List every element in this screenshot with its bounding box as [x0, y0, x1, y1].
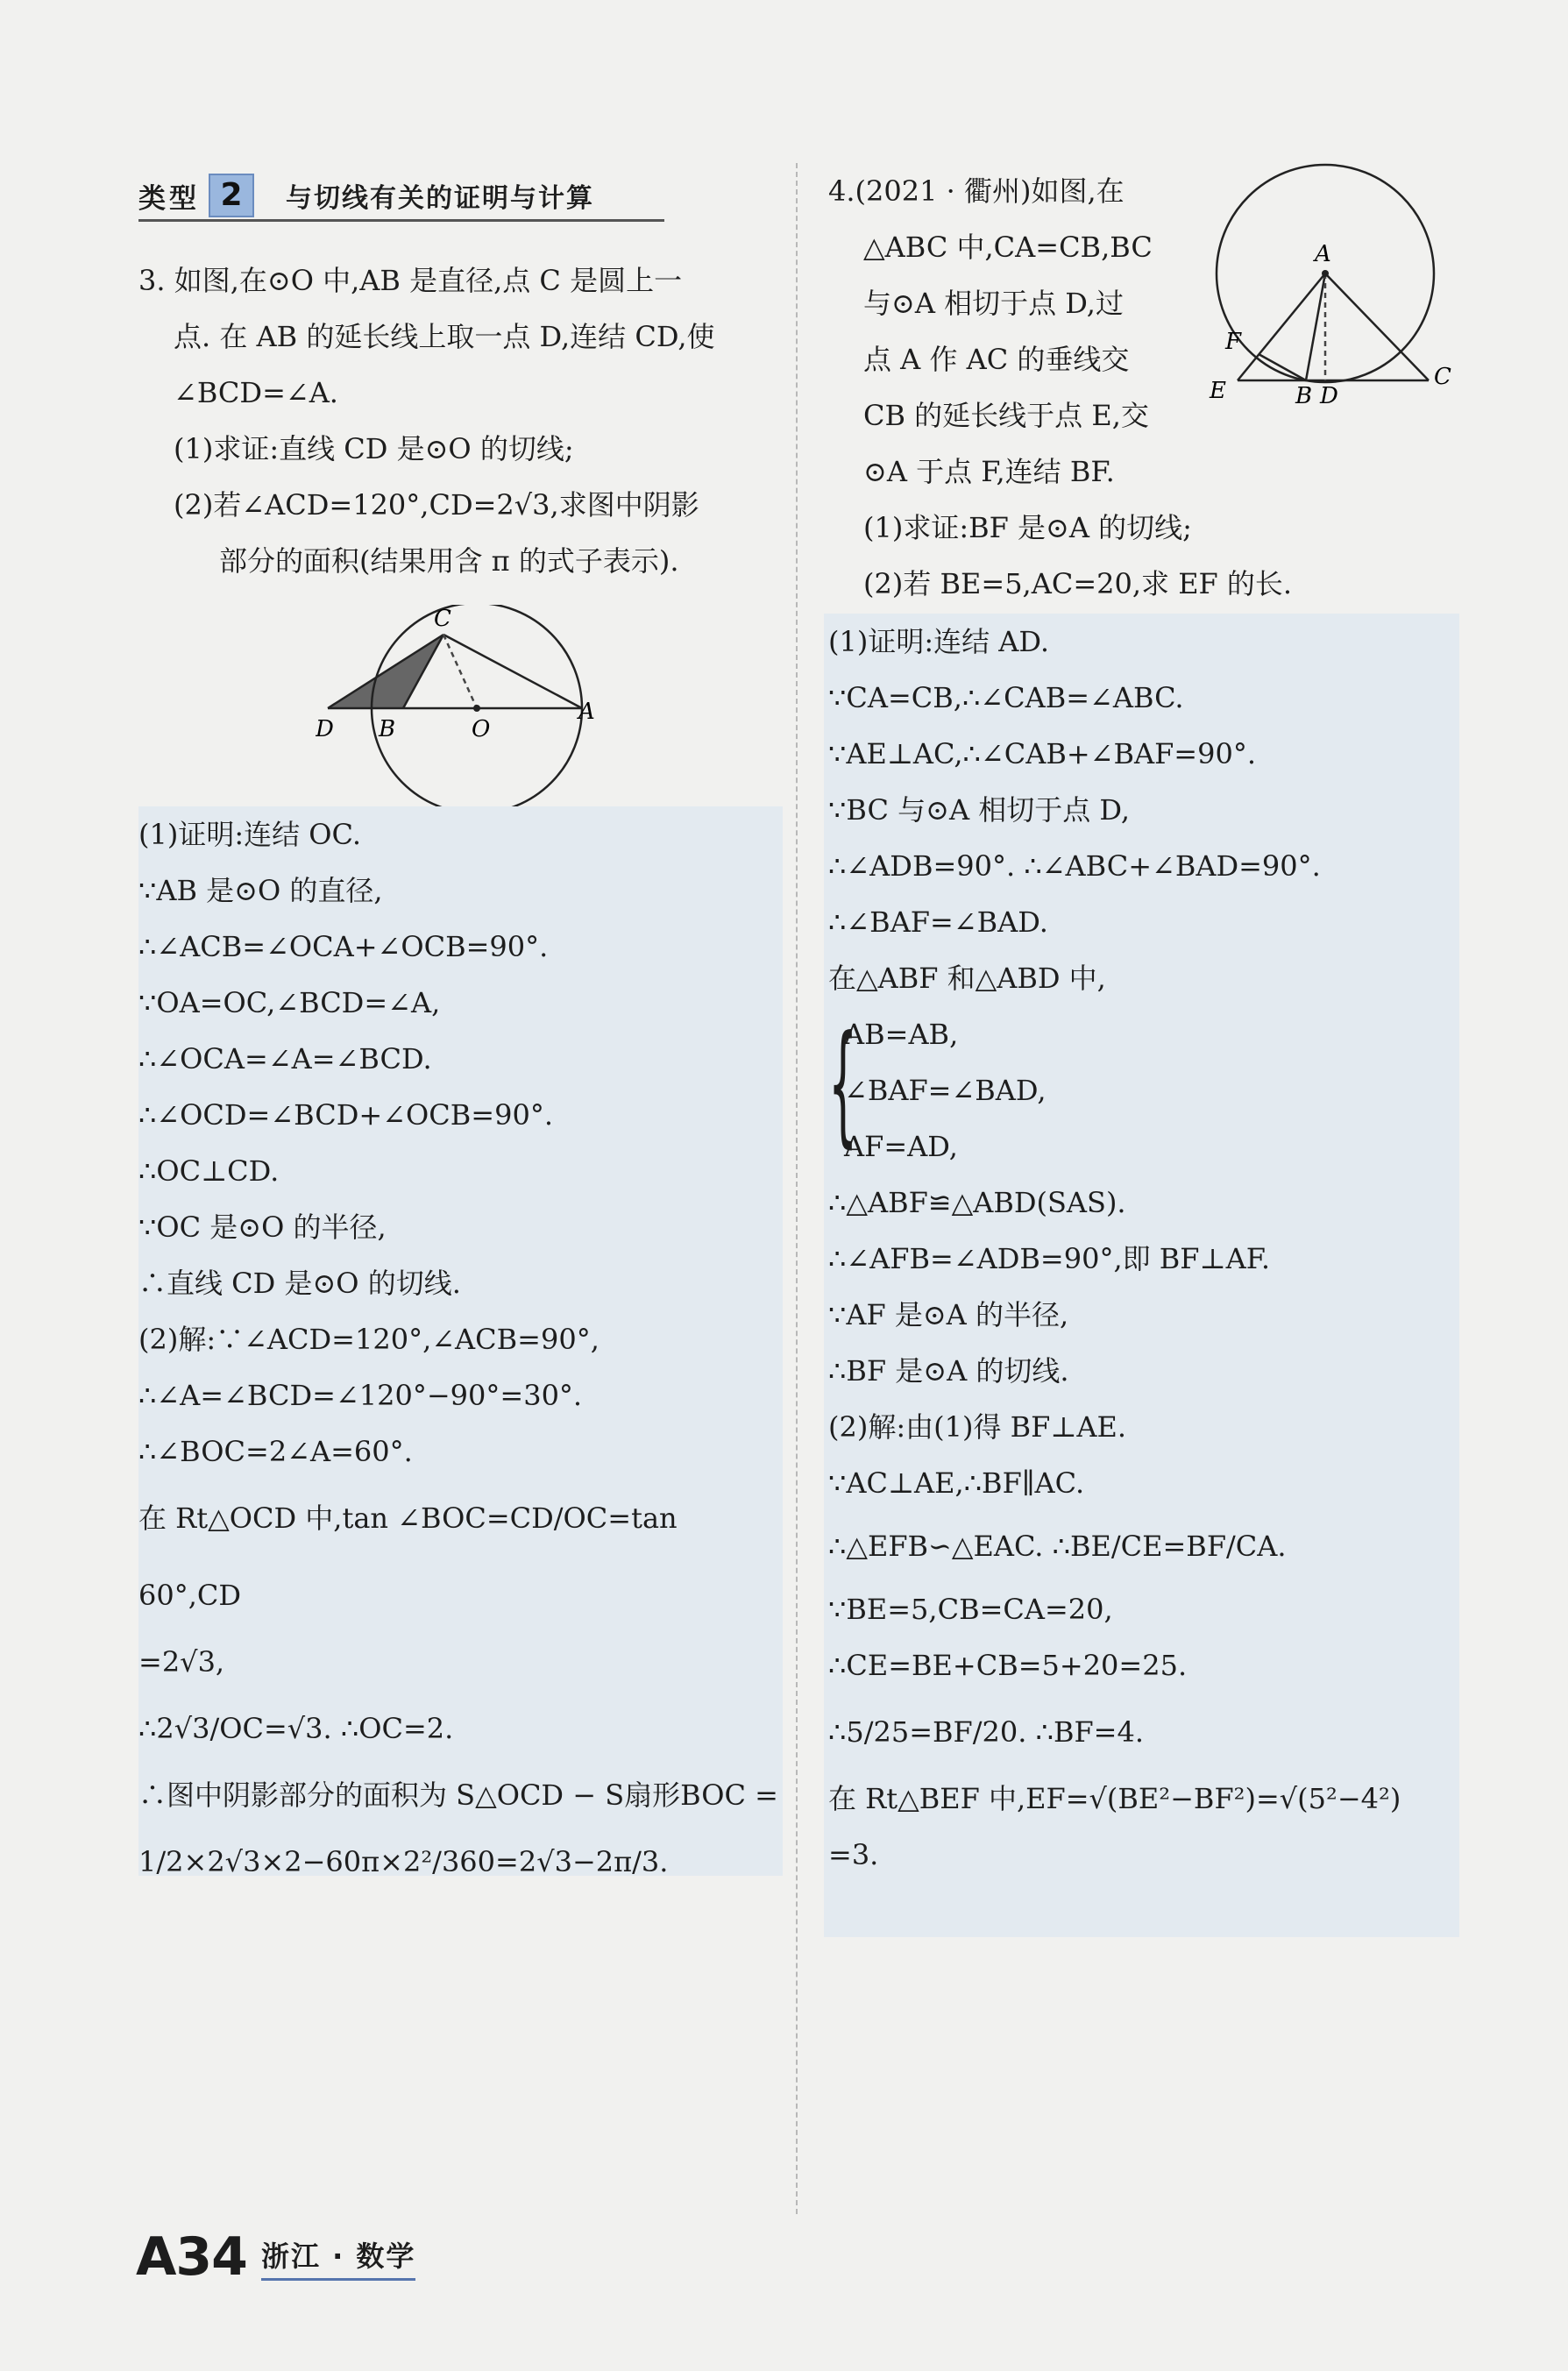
problem-3-line: (2)若∠ACD=120°,CD=2√3,求图中阴影 — [174, 488, 699, 522]
solution-3-line: ∴∠OCD=∠BCD+∠OCB=90°. — [138, 1098, 553, 1132]
point-a — [1322, 270, 1329, 277]
solution-3-line: ∵OA=OC,∠BCD=∠A, — [138, 986, 441, 1019]
section-header — [138, 172, 664, 222]
solution-3-line: ∴∠OCA=∠A=∠BCD. — [138, 1042, 432, 1075]
figure-problem-3 — [316, 605, 605, 806]
solution-4-line: (2)解:由(1)得 BF⊥AE. — [828, 1410, 1127, 1444]
solution-3-line: (2)解:∵∠ACD=120°,∠ACB=90°, — [138, 1323, 600, 1356]
label-o: O — [472, 716, 491, 742]
solution-3-line: ∴∠BOC=2∠A=60°. — [138, 1435, 413, 1468]
section-kind: 类型 — [138, 182, 200, 215]
solution-3-line: ∵OC 是⊙O 的半径, — [138, 1210, 387, 1244]
solution-3 — [138, 806, 783, 1900]
solution-4-line: ∵AC⊥AE,∴BF∥AC. — [828, 1466, 1085, 1500]
page-footer — [136, 2226, 415, 2288]
solution-3-line: ∴OC⊥CD. — [138, 1154, 280, 1188]
solution-4-line: AB=AB, — [844, 1018, 959, 1051]
problem-4-line: ⊙A 于点 F,连结 BF. — [863, 455, 1115, 488]
solution-4-line: ∴CE=BE+CB=5+20=25. — [828, 1649, 1188, 1682]
label-d: D — [316, 716, 334, 742]
solution-3-line: ∴直线 CD 是⊙O 的切线. — [138, 1267, 461, 1300]
brace-group — [828, 1006, 1459, 1175]
solution-3-line: 在 Rt△OCD 中,tan ∠BOC=CD/OC=tan 60°,CD — [138, 1501, 686, 1612]
solution-4-line: =3. — [828, 1838, 879, 1871]
problem-3-line: ∠BCD=∠A. — [174, 376, 338, 409]
solution-4-line: (1)证明:连结 AD. — [828, 625, 1050, 658]
problem-3-line: 部分的面积(结果用含 π 的式子表示). — [219, 544, 679, 578]
solution-4-line: ∴△ABF≌△ABD(SAS). — [828, 1186, 1126, 1219]
problem-4-line: 与⊙A 相切于点 D,过 — [863, 287, 1124, 320]
solution-4-line: ∠BAF=∠BAD, — [844, 1074, 1047, 1107]
problem-3-line: 点. 在 AB 的延长线上取一点 D,连结 CD,使 — [174, 320, 715, 353]
page-number: A34 — [136, 2226, 247, 2288]
solution-4-line: ∵CA=CB,∴∠CAB=∠ABC. — [828, 681, 1184, 714]
line-ae — [1238, 273, 1325, 380]
solution-3-line: 1/2×2√3×2−60π×2²/360=2√3−2π/3. — [138, 1845, 669, 1878]
solution-4-line: 在△ABF 和△ABD 中, — [828, 962, 1106, 995]
solution-4-line: ∴△EFB∽△EAC. ∴BE/CE=BF/CA. — [828, 1530, 1287, 1563]
line-ab — [1306, 273, 1325, 380]
problem-3 — [138, 252, 774, 589]
line-ac — [1325, 273, 1429, 380]
book-subtitle: 浙江 · 数学 — [261, 2234, 415, 2281]
label-b: B — [379, 716, 396, 742]
solution-4-line: 在 Rt△BEF 中,EF=√(BE²−BF²)=√(5²−4²) — [828, 1782, 1401, 1815]
solution-3-line: =2√3, — [138, 1645, 225, 1679]
left-brace: { — [828, 1008, 858, 1161]
point-o — [473, 705, 480, 712]
solution-4-line: ∴∠ADB=90°. ∴∠ABC+∠BAD=90°. — [828, 849, 1321, 883]
problem-4-line: (1)求证:BF 是⊙A 的切线; — [863, 511, 1192, 544]
solution-3-line: (1)证明:连结 OC. — [138, 818, 362, 851]
label-a: A — [1315, 241, 1331, 267]
figure-problem-4 — [1201, 163, 1464, 417]
solution-4-line: AF=AD, — [844, 1130, 958, 1163]
problem-3-line: 3. 如图,在⊙O 中,AB 是直径,点 C 是圆上一 — [138, 264, 683, 297]
label-a: A — [578, 699, 595, 725]
solution-3-line: ∴∠ACB=∠OCA+∠OCB=90°. — [138, 930, 549, 963]
solution-4 — [828, 614, 1459, 1883]
problem-4-line: △ABC 中,CA=CB,BC — [863, 231, 1153, 264]
solution-3-line: ∴∠A=∠BCD=∠120°−90°=30°. — [138, 1379, 583, 1412]
line-bf — [1259, 354, 1306, 380]
solution-4-line: ∴BF 是⊙A 的切线. — [828, 1354, 1069, 1388]
problem-3-line: (1)求证:直线 CD 是⊙O 的切线; — [174, 432, 574, 465]
solution-4-line: ∵BE=5,CB=CA=20, — [828, 1593, 1113, 1626]
solution-3-line: ∴图中阴影部分的面积为 S△OCD − S扇形BOC = — [138, 1778, 778, 1812]
problem-4-line: (2)若 BE=5,AC=20,求 EF 的长. — [863, 567, 1293, 600]
solution-4-line: ∵BC 与⊙A 相切于点 D, — [828, 793, 1131, 827]
label-f: F — [1225, 329, 1242, 355]
label-e: E — [1210, 378, 1226, 404]
solution-4-line: ∵AE⊥AC,∴∠CAB+∠BAF=90°. — [828, 737, 1256, 770]
section-number: 2 — [209, 174, 254, 217]
problem-4-line: 4.(2021 · 衢州)如图,在 — [828, 174, 1125, 208]
solution-4-line: ∴∠AFB=∠ADB=90°,即 BF⊥AF. — [828, 1242, 1271, 1275]
label-d: D — [1320, 383, 1338, 409]
label-c: C — [434, 606, 451, 632]
solution-3-line: ∵AB 是⊙O 的直径, — [138, 874, 383, 907]
solution-4-line: ∵AF 是⊙A 的半径, — [828, 1298, 1069, 1331]
label-b: B — [1295, 383, 1313, 409]
column-divider — [796, 163, 798, 2214]
solution-4-line: ∴5/25=BF/20. ∴BF=4. — [828, 1715, 1145, 1749]
solution-3-line: ∴2√3/OC=√3. ∴OC=2. — [138, 1712, 454, 1745]
problem-4-line: CB 的延长线于点 E,交 — [863, 399, 1149, 432]
problem-4-line: 点 A 作 AC 的垂线交 — [863, 343, 1130, 376]
label-c: C — [1434, 364, 1451, 390]
solution-4-line: ∴∠BAF=∠BAD. — [828, 905, 1048, 939]
line-oc — [443, 635, 477, 708]
section-title: 与切线有关的证明与计算 — [286, 183, 594, 214]
